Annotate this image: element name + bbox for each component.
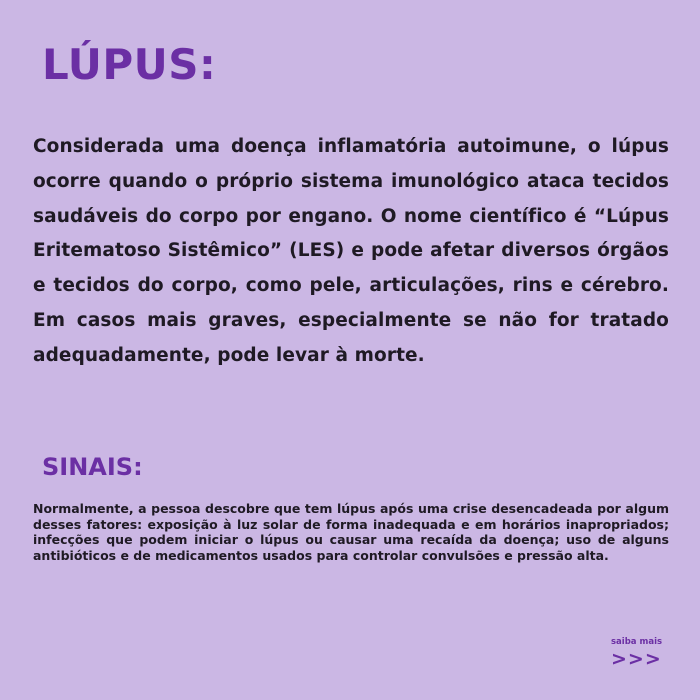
read-more-label: saiba mais bbox=[611, 637, 663, 647]
read-more-link[interactable] bbox=[611, 637, 665, 671]
signs-paragraph: Normalmente, a pessoa descobre que tem lúpus após uma crise desencadeada por algum desses fatores: exposição à luz solar de forma inadequada e em horários inapropriados; infecções que podem iniciar o lúpus ou causar uma recaída da doença; uso de alguns antibióticos e de medicamentos usados para controlar convulsões e pressão alta. bbox=[33, 501, 669, 563]
signs-heading: SINAIS: bbox=[42, 453, 143, 481]
page-title: LÚPUS: bbox=[42, 40, 217, 89]
next-arrows-icon: >>> bbox=[611, 648, 662, 671]
intro-paragraph: Considerada uma doença inflamatória autoimune, o lúpus ocorre quando o próprio sistema imunológico ataca tecidos saudáveis do corpo por engano. O nome científico é “Lúpus Eritematoso Sistêmico” (LES) e pode afetar diversos órgãos e tecidos do corpo, como pele, articulações, rins e cérebro. Em casos mais graves, especialmente se não for tratado adequadamente, pode levar à morte. bbox=[33, 136, 669, 366]
